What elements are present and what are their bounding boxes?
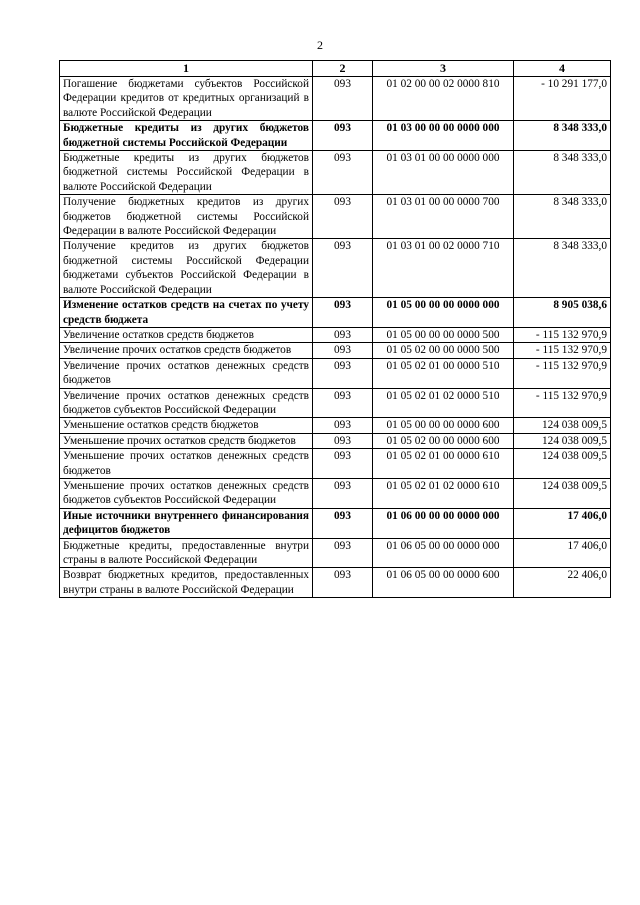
row-classification-code-cell: 01 03 01 00 00 0000 700 xyxy=(373,195,514,239)
row-amount-cell: 124 038 009,5 xyxy=(514,449,611,479)
row-admin-code-cell: 093 xyxy=(313,121,373,151)
row-classification-code-cell: 01 05 02 01 00 0000 610 xyxy=(373,449,514,479)
row-classification-code-cell: 01 03 00 00 00 0000 000 xyxy=(373,121,514,151)
row-classification-code-cell: 01 06 05 00 00 0000 600 xyxy=(373,568,514,598)
row-classification-code-cell: 01 05 02 00 00 0000 500 xyxy=(373,343,514,358)
row-amount-cell: - 10 291 177,0 xyxy=(514,77,611,121)
table-row xyxy=(60,568,611,598)
table-row xyxy=(60,151,611,195)
table-row xyxy=(60,433,611,448)
table-row xyxy=(60,121,611,151)
row-name-cell: Уменьшение прочих остатков денежных средств бюджетов xyxy=(60,449,313,479)
row-name-cell: Бюджетные кредиты, предоставленные внутри страны в валюте Российской Федерации xyxy=(60,538,313,568)
row-admin-code-cell: 093 xyxy=(313,538,373,568)
row-admin-code-cell: 093 xyxy=(313,358,373,388)
table-row xyxy=(60,478,611,508)
table-row xyxy=(60,449,611,479)
row-classification-code-cell: 01 02 00 00 02 0000 810 xyxy=(373,77,514,121)
row-admin-code-cell: 093 xyxy=(313,449,373,479)
row-name-cell: Уменьшение прочих остатков денежных средств бюджетов субъектов Российской Федерации xyxy=(60,478,313,508)
row-classification-code-cell: 01 05 02 01 02 0000 510 xyxy=(373,388,514,418)
row-name-cell: Увеличение прочих остатков средств бюджетов xyxy=(60,343,313,358)
row-name-cell: Увеличение прочих остатков денежных средств бюджетов субъектов Российской Федерации xyxy=(60,388,313,418)
row-amount-cell: - 115 132 970,9 xyxy=(514,358,611,388)
row-name-cell: Бюджетные кредиты из других бюджетов бюджетной системы Российской Федерации xyxy=(60,121,313,151)
row-classification-code-cell: 01 05 02 01 00 0000 510 xyxy=(373,358,514,388)
row-classification-code-cell: 01 05 00 00 00 0000 000 xyxy=(373,298,514,328)
row-amount-cell: 124 038 009,5 xyxy=(514,433,611,448)
row-name-cell: Уменьшение прочих остатков средств бюджетов xyxy=(60,433,313,448)
row-classification-code-cell: 01 03 01 00 00 0000 000 xyxy=(373,151,514,195)
row-admin-code-cell: 093 xyxy=(313,77,373,121)
row-amount-cell: 17 406,0 xyxy=(514,538,611,568)
table-row xyxy=(60,195,611,239)
row-classification-code-cell: 01 05 00 00 00 0000 600 xyxy=(373,418,514,433)
row-admin-code-cell: 093 xyxy=(313,568,373,598)
row-admin-code-cell: 093 xyxy=(313,418,373,433)
row-admin-code-cell: 093 xyxy=(313,195,373,239)
table-row xyxy=(60,388,611,418)
table-row xyxy=(60,508,611,538)
row-name-cell: Получение кредитов из других бюджетов бюджетной системы Российской Федерации бюджетами субъектов Российской Федерации в валюте Российской Федерации xyxy=(60,239,313,298)
row-amount-cell: 8 348 333,0 xyxy=(514,239,611,298)
row-admin-code-cell: 093 xyxy=(313,433,373,448)
table-row xyxy=(60,343,611,358)
column-header-4: 4 xyxy=(514,61,611,77)
row-classification-code-cell: 01 05 02 01 02 0000 610 xyxy=(373,478,514,508)
row-classification-code-cell: 01 06 00 00 00 0000 000 xyxy=(373,508,514,538)
row-admin-code-cell: 093 xyxy=(313,151,373,195)
table-body xyxy=(60,77,611,598)
row-amount-cell: - 115 132 970,9 xyxy=(514,343,611,358)
row-name-cell: Изменение остатков средств на счетах по учету средств бюджета xyxy=(60,298,313,328)
column-header-2: 2 xyxy=(313,61,373,77)
row-amount-cell: 8 348 333,0 xyxy=(514,151,611,195)
row-amount-cell: 8 348 333,0 xyxy=(514,195,611,239)
page-number: 2 xyxy=(317,38,323,52)
row-name-cell: Бюджетные кредиты из других бюджетов бюджетной системы Российской Федерации в валюте Российской Федерации xyxy=(60,151,313,195)
table-row xyxy=(60,538,611,568)
row-name-cell: Иные источники внутреннего финансирования дефицитов бюджетов xyxy=(60,508,313,538)
column-header-1: 1 xyxy=(60,61,313,77)
header-row xyxy=(60,61,611,77)
row-admin-code-cell: 093 xyxy=(313,298,373,328)
row-name-cell: Уменьшение остатков средств бюджетов xyxy=(60,418,313,433)
row-classification-code-cell: 01 05 00 00 00 0000 500 xyxy=(373,327,514,342)
row-amount-cell: - 115 132 970,9 xyxy=(514,327,611,342)
row-amount-cell: 8 348 333,0 xyxy=(514,121,611,151)
row-admin-code-cell: 093 xyxy=(313,239,373,298)
row-admin-code-cell: 093 xyxy=(313,327,373,342)
table-row xyxy=(60,239,611,298)
row-amount-cell: 8 905 038,6 xyxy=(514,298,611,328)
table-row xyxy=(60,298,611,328)
row-amount-cell: 17 406,0 xyxy=(514,508,611,538)
row-admin-code-cell: 093 xyxy=(313,508,373,538)
row-amount-cell: 124 038 009,5 xyxy=(514,478,611,508)
table-row xyxy=(60,77,611,121)
row-classification-code-cell: 01 05 02 00 00 0000 600 xyxy=(373,433,514,448)
row-admin-code-cell: 093 xyxy=(313,478,373,508)
row-name-cell: Увеличение прочих остатков денежных средств бюджетов xyxy=(60,358,313,388)
column-header-3: 3 xyxy=(373,61,514,77)
row-amount-cell: 22 406,0 xyxy=(514,568,611,598)
row-name-cell: Погашение бюджетами субъектов Российской Федерации кредитов от кредитных организаций в валюте Российской Федерации xyxy=(60,77,313,121)
row-admin-code-cell: 093 xyxy=(313,343,373,358)
row-name-cell: Получение бюджетных кредитов из других бюджетов бюджетной системы Российской Федерации в валюте Российской Федерации xyxy=(60,195,313,239)
row-classification-code-cell: 01 06 05 00 00 0000 000 xyxy=(373,538,514,568)
row-name-cell: Возврат бюджетных кредитов, предоставленных внутри страны в валюте Российской Федерации xyxy=(60,568,313,598)
row-admin-code-cell: 093 xyxy=(313,388,373,418)
table-header xyxy=(60,61,611,77)
budget-sources-table xyxy=(59,60,611,598)
table-row xyxy=(60,327,611,342)
row-amount-cell: 124 038 009,5 xyxy=(514,418,611,433)
table-row xyxy=(60,358,611,388)
row-amount-cell: - 115 132 970,9 xyxy=(514,388,611,418)
row-name-cell: Увеличение остатков средств бюджетов xyxy=(60,327,313,342)
table-row xyxy=(60,418,611,433)
row-classification-code-cell: 01 03 01 00 02 0000 710 xyxy=(373,239,514,298)
